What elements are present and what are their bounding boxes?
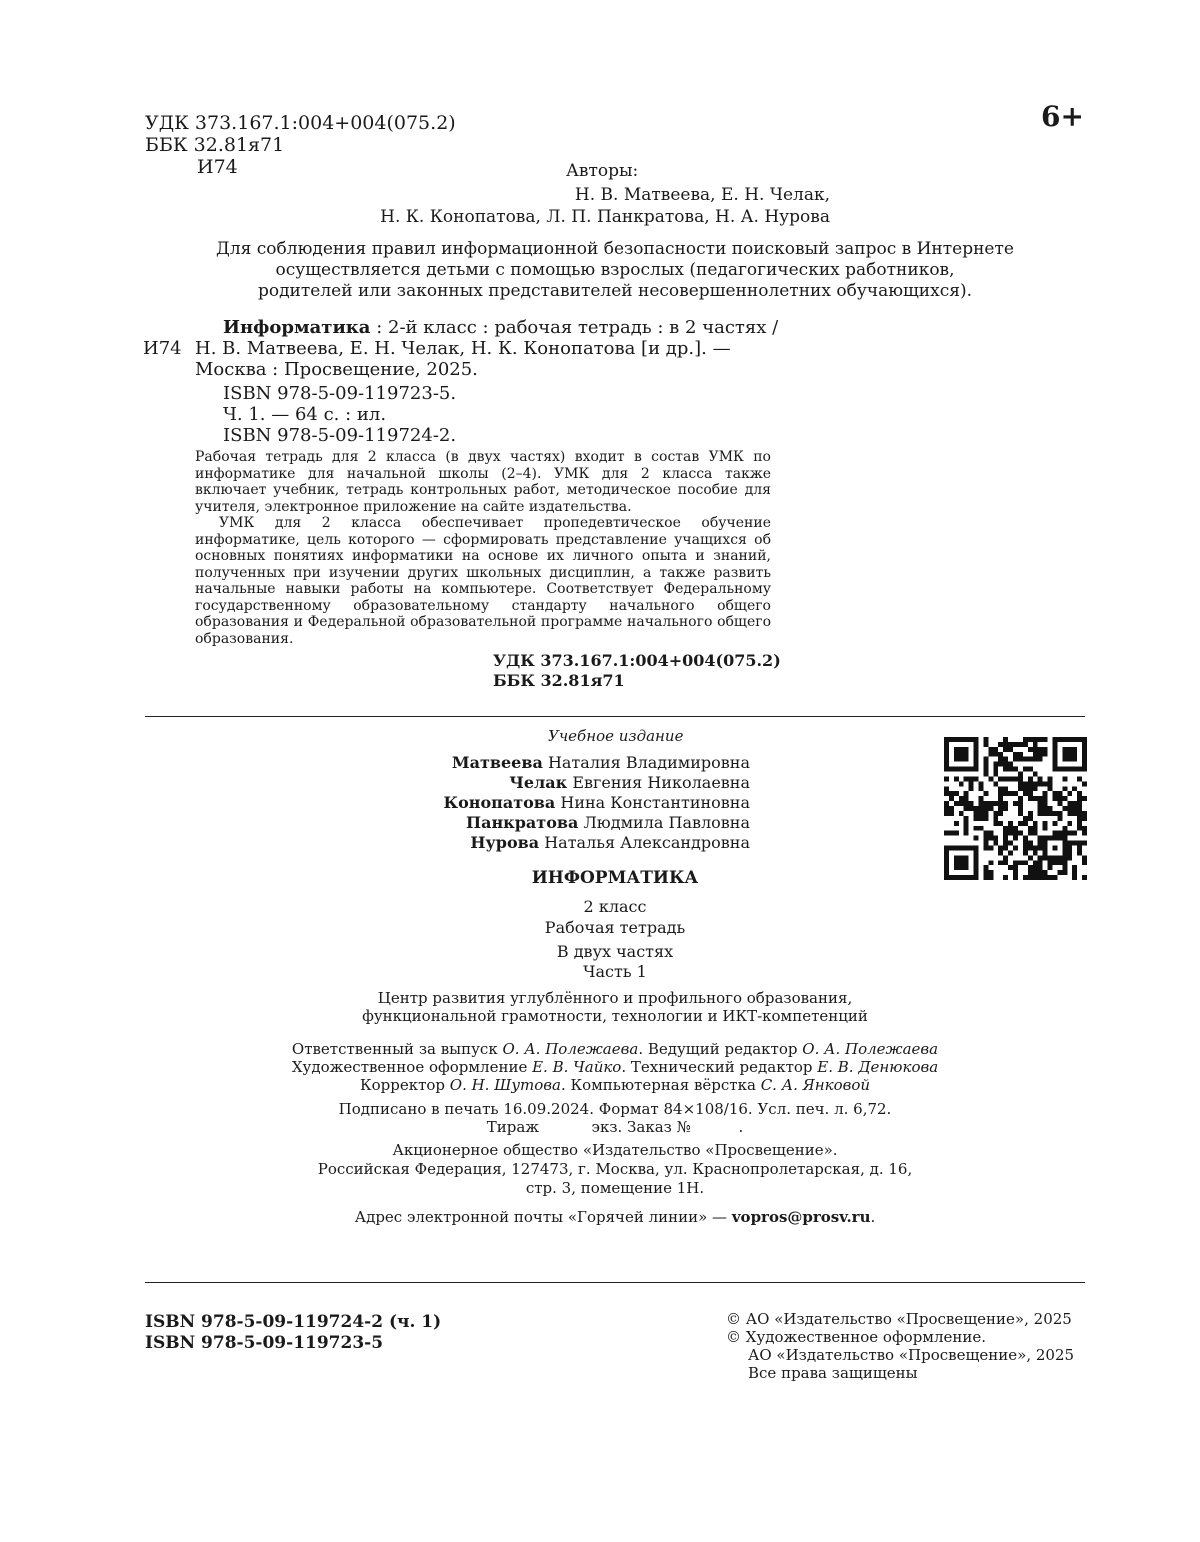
person-name: Наталия Владимировна xyxy=(547,753,750,772)
divider xyxy=(145,1282,1085,1283)
person-surname: Панкратова xyxy=(465,813,579,832)
person-name: Нина Константиновна xyxy=(560,793,750,812)
part-number: Часть 1 xyxy=(583,962,647,981)
email-link[interactable]: vopros@prosv.ru xyxy=(731,1208,871,1226)
biblio-title-rest: : 2-й класс : рабочая тетрадь : в 2 частях / xyxy=(370,317,779,338)
center-line: Центр развития углублённого и профильного образования, xyxy=(377,989,853,1007)
notice-line: осуществляется детьми с помощью взрослых (педагогических работников, xyxy=(275,260,955,280)
person xyxy=(444,753,750,773)
person-surname: Матвеева xyxy=(451,753,543,772)
notice-line: Для соблюдения правил информационной безопасности поисковый запрос в Интернете xyxy=(216,239,1014,259)
person-name: Людмила Павловна xyxy=(583,813,750,832)
qr-code-icon xyxy=(944,737,1087,880)
biblio-line xyxy=(223,317,778,338)
publisher-address xyxy=(145,1141,1085,1198)
publisher-line: Российская Федерация, 127473, г. Москва, ул. Краснопролетарская, д. 16, xyxy=(317,1160,913,1178)
authors-heading: Авторы: xyxy=(566,161,639,181)
copyright xyxy=(726,1310,1086,1382)
center-line: функциональной грамотности, технологии и ИКТ-компетенций xyxy=(362,1007,868,1025)
header-classification xyxy=(145,112,456,178)
person-surname: Челак xyxy=(509,773,568,792)
biblio-code: И74 xyxy=(143,338,182,359)
persons-list xyxy=(444,753,750,853)
isbn-line: ISBN 978-5-09-119724-2 (ч. 1) xyxy=(145,1312,442,1332)
book-title: ИНФОРМАТИКА xyxy=(531,868,699,888)
bbk-code-bottom: ББК 32.81я71 xyxy=(493,671,625,690)
notice-line: родителей или законных представителей несовершеннолетних обучающихся). xyxy=(257,281,973,301)
parts: В двух частях xyxy=(556,942,674,961)
copyright-line: © Художественное оформление. xyxy=(726,1328,987,1346)
staff-line: Художественное оформление Е. В. Чайко. Технический редактор Е. В. Денюкова xyxy=(291,1058,939,1076)
authors-line: Н. В. Матвеева, Е. Н. Челак, xyxy=(574,185,830,205)
biblio-title: Информатика xyxy=(223,317,371,338)
book-kind xyxy=(145,896,1085,938)
copyright-line: Все права защищены xyxy=(748,1364,918,1382)
isbn-line: ISBN 978-5-09-119723-5 xyxy=(145,1333,384,1353)
person xyxy=(444,773,750,793)
print-info xyxy=(145,1100,1085,1136)
staff-line: Ответственный за выпуск О. А. Полежаева. Ведущий редактор О. А. Полежаева xyxy=(291,1040,939,1058)
safety-notice xyxy=(150,239,1080,302)
age-rating: 6+ xyxy=(1041,100,1084,133)
authors-list xyxy=(380,184,830,228)
person xyxy=(444,813,750,833)
email-end: . xyxy=(870,1208,876,1226)
copyright-line: © АО «Издательство «Просвещение», 2025 xyxy=(726,1310,1072,1328)
hotline-email xyxy=(145,1208,1085,1226)
part-extent: Ч. 1. — 64 с. : ил. xyxy=(223,404,387,425)
person-surname: Нурова xyxy=(470,833,540,852)
book-parts xyxy=(145,942,1085,982)
print-line: Тираж экз. Заказ № . xyxy=(486,1118,744,1136)
person-name: Наталья Александровна xyxy=(544,833,750,852)
email-label: Адрес электронной почты «Горячей линии» — xyxy=(354,1208,732,1226)
annotation xyxy=(195,449,771,647)
person-surname: Конопатова xyxy=(443,793,556,812)
kind: Рабочая тетрадь xyxy=(544,918,686,937)
udk-code: УДК 373.167.1:004+004(075.2) xyxy=(145,112,456,134)
isbn-set: ISBN 978-5-09-119723-5. xyxy=(223,383,457,404)
classification-bottom xyxy=(493,651,781,691)
authors-line: Н. К. Конопатова, Л. П. Панкратова, Н. А. Нурова xyxy=(380,207,830,227)
isbn-part: ISBN 978-5-09-119724-2. xyxy=(223,425,457,446)
biblio-line: Москва : Просвещение, 2025. xyxy=(195,359,478,380)
biblio-line: Н. В. Матвеева, Е. Н. Челак, Н. К. Конопатова [и др.]. — xyxy=(195,338,731,359)
edition-type: Учебное издание xyxy=(548,727,684,745)
person xyxy=(444,793,750,813)
divider xyxy=(145,716,1085,717)
bbk-code: ББК 32.81я71 xyxy=(145,134,285,156)
publisher-line: Акционерное общество «Издательство «Просвещение». xyxy=(392,1141,838,1159)
biblio-record xyxy=(195,317,779,380)
publishing-center xyxy=(145,989,1085,1025)
udk-code-bottom: УДК 373.167.1:004+004(075.2) xyxy=(493,651,781,670)
annotation-paragraph: УМК для 2 класса обеспечивает пропедевтическое обучение информатике, цель которого — сформировать представление учащихся об основных понятиях информатики на основе их личного опыта и знаний, полученных при изучении других школьных дисциплин, а также развить начальные навыки работы на компьютере. Соответствует Федеральному государственному образовательному стандарту начального общего образования и Федеральной образовательной программе начального общего образования. xyxy=(195,515,771,647)
biblio-isbn-block xyxy=(223,383,456,446)
staff-line: Корректор О. Н. Шутова. Компьютерная вёрстка С. А. Янковой xyxy=(359,1076,871,1094)
publisher-line: стр. 3, помещение 1Н. xyxy=(525,1179,705,1197)
person-name: Евгения Николаевна xyxy=(572,773,750,792)
footer-isbn xyxy=(145,1312,441,1354)
copyright-line: АО «Издательство «Просвещение», 2025 xyxy=(748,1346,1075,1364)
author-sign: И74 xyxy=(197,156,238,178)
grade: 2 класс xyxy=(583,897,647,916)
annotation-paragraph: Рабочая тетрадь для 2 класса (в двух частях) входит в состав УМК по информатике для начальной школы (2–4). УМК для 2 класса также включает учебник, тетрадь контрольных работ, методическое пособие для учителя, электронное приложение на сайте издательства. xyxy=(195,449,771,515)
staff-credits xyxy=(145,1040,1085,1094)
print-line: Подписано в печать 16.09.2024. Формат 84×108/16. Усл. печ. л. 6,72. xyxy=(338,1100,892,1118)
person xyxy=(444,833,750,853)
